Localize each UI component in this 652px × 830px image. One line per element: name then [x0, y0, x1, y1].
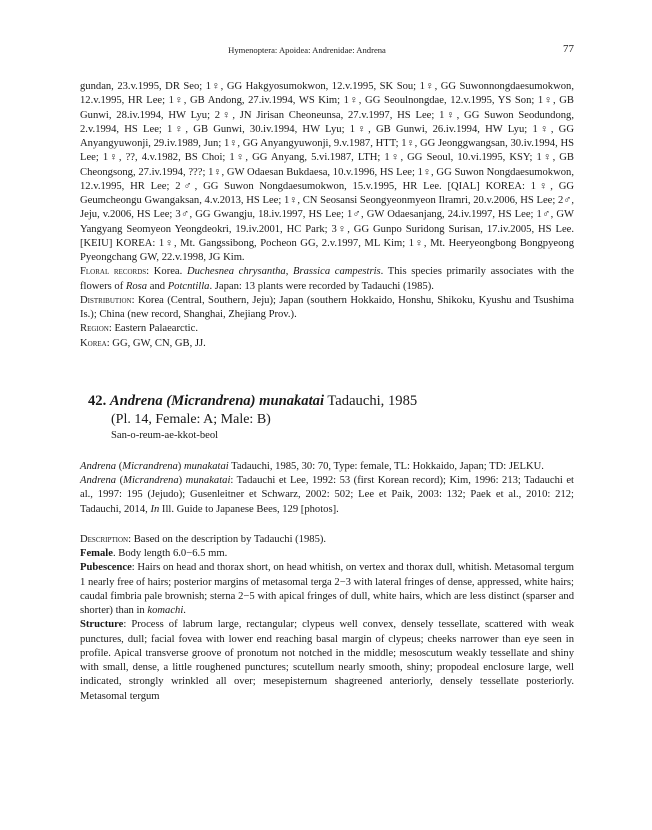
description-label: Description:: [80, 533, 132, 545]
species-korean-name: San-o-reum-ae-kkot-beol: [111, 429, 219, 441]
floral-records-paragraph: Floral records: Korea. Duchesnea chrysantha, Brassica campestris. This species primarily associates with the flowers of Rosa and Potcntilla. Japan: 13 plants were recorded by Tadauchi (1985).: [80, 266, 574, 292]
pubescence-label: Pubescence: [80, 562, 132, 574]
material-examined-paragraph: gundan, 23.v.1995, DR Seo; 1♀, GG Hakgyosumokwon, 12.v.1995, SK Sou; 1♀, GG Suwonnongdaesumokwon, 12.v.1995, HR Lee; 1♀, GB Andong, 27.iv.1994, WS Kim; 1♀, GG Seoulnongdae, 12.v.1995, YS Son; 1♀, GB Gunwi, 28.iv.1994, HW Lyu; 2♀, JN Jirisan Cheoneunsa, 27.v.1997, HS Lee; 1♀, GG Suwon Seodundong, 2.v.1994, HS Lee; 1♀, GB Gunwi, 30.iv.1994, HW Lyu; 1♀, GB Gunwi, 26.iv.1994, HW Lyu; 1♀, GG Anyangyuwonji, 29.iv.1989, Jun; 1♀, GG Anyangyuwonji, 9.v.1987, HTT; 1♀, GG Jeonggwangsan, 30.iv.1994, HS Lee; 1♀, ??, 4.v.1982, BS Choi; 1♀, GG Anyang, 5.vi.1987, LTH; 1♀, GG Seoul, 10.vi.1995, KSY; 1♀, GB Cheongsong, 27.iv.1994, ???; 1♀, GW Odaesan Bukdaesa, 10.v.1996, HS Lee; 1♀, GG Suwon Nongdaesumokwon, 12.v.1995, HR Lee; 2♂, GG Suwon Nongdaesumokwon, 15.v.1995, HR Lee. [QIAL] KOREA: 1♀, GG Geumcheongu Gwangaksan, 4.v.2013, HS Lee; 1♀, CN Seosansi Seongyeonmyeon Ilramri, 20.v.2006, HS Lee; 2♂, Jeju, v.2006, HS Lee; 3♂, GG Gwangju, 18.iv.1997, HS Lee; 1♂, GW Odaesanjang, 24.iv.1997, HS Lee; 1♂, GW Yangyang Seomyeon Yeongdeokri, 19.iv.2001, HC Park; 3♀, GG Gunpo Suridong Surisan, 17.iv.2005, HS Lee. [KEIU] KOREA: 1♀, Mt. Gangssibong, Pocheon GG, 2.v.1997, ML Kim; 1♀, Mt. Heeryeongbong Bongpyeong Pyeongchang GW, 22.v.1998, JG Kim.: [80, 81, 574, 263]
structure-label: Structure: [80, 619, 124, 631]
description-section: [80, 533, 574, 704]
floral-records-label: Floral records:: [80, 266, 150, 278]
references: [80, 460, 574, 517]
korea-paragraph: Korea: GG, GW, CN, GB, JJ.: [80, 337, 206, 349]
korea-label: Korea:: [80, 337, 110, 349]
pubescence-paragraph: Pubescence: Hairs on head and thorax short, on head whitish, on vertex and thorax dull, whitish. Metasomal tergum 1 nearly free of hairs; posterior margins of metasomal terga 2−3 with lateral fringes of dense, appressed, white hairs; caudal fimbria pale brownish; sterna 2−5 with apical fringes of dull, white hairs, which are less distinct (sparser and shorter) than in komachi.: [80, 562, 574, 616]
page-body: [80, 80, 574, 704]
female-label: Female: [80, 548, 113, 559]
description-paragraph: Description: Based on the description by Tadauchi (1985).: [80, 533, 327, 545]
structure-paragraph: Structure: Process of labrum large, rectangular; clypeus well convex, densely tessellate, scattered with weak punctures, dull; facial fovea with lower end reaching basal margin of clypeus; cheeks narrower than eye seen in profile. Apical transverse groove of pronotum not notched in the middle; mesoscutum weakly tessellate and shiny with small, dense, a little roughened punctures; scutellum nearly smooth, shiny; propodeal enclosure large, well indicated, strongly wrinkled all over; mesepisternum shagreened anteriorly, densely tessellate posteriorly. Metasomal tergum: [80, 619, 574, 702]
distribution-label: Distribution:: [80, 294, 135, 306]
region-label: Region:: [80, 323, 112, 335]
running-header: [80, 44, 574, 58]
reference-subsequent: Andrena (Micrandrena) munakatai: Tadauchi et Lee, 1992: 53 (first Korean record); Kim, 1996: 213; Tadauchi et al., 1997: 195 (Jejudo); Gusenleitner et Schwarz, 2002: 502; Lee et Paik, 2003: 132; Paek et al., 2010: 212; Tadauchi, 2014, In Ill. Guide to Japanese Bees, 129 [photos].: [80, 475, 574, 515]
region-paragraph: Region: Eastern Palaearctic.: [80, 323, 198, 335]
page-number: 77: [563, 43, 574, 55]
species-subgenus-wrap: (Micrandrena): [166, 392, 256, 409]
species-number: 42.: [88, 392, 107, 409]
female-paragraph: Female. Body length 6.0−6.5 mm.: [80, 548, 228, 559]
species-epithet: munakatai: [259, 392, 325, 409]
species-plates: (Pl. 14, Female: A; Male: B): [111, 411, 271, 427]
running-title: Hymenoptera: Apoidea: Andrenidae: Andrena: [228, 45, 386, 55]
species-genus: Andrena: [109, 392, 163, 409]
species-title: [88, 392, 574, 411]
species-heading: [88, 392, 574, 443]
species-author: Tadauchi, 1985: [327, 392, 418, 409]
reference-original: Andrena (Micrandrena) munakatai Tadauchi, 1985, 30: 70, Type: female, TL: Hokkaido, Japan; TD: JELKU.: [80, 460, 544, 472]
distribution-paragraph: Distribution: Korea (Central, Southern, Jeju); Japan (southern Hokkaido, Honshu, Shikoku, Kyushu and Tsushima Is.); China (new record, Shanghai, Zhejiang Prov.).: [80, 294, 574, 320]
